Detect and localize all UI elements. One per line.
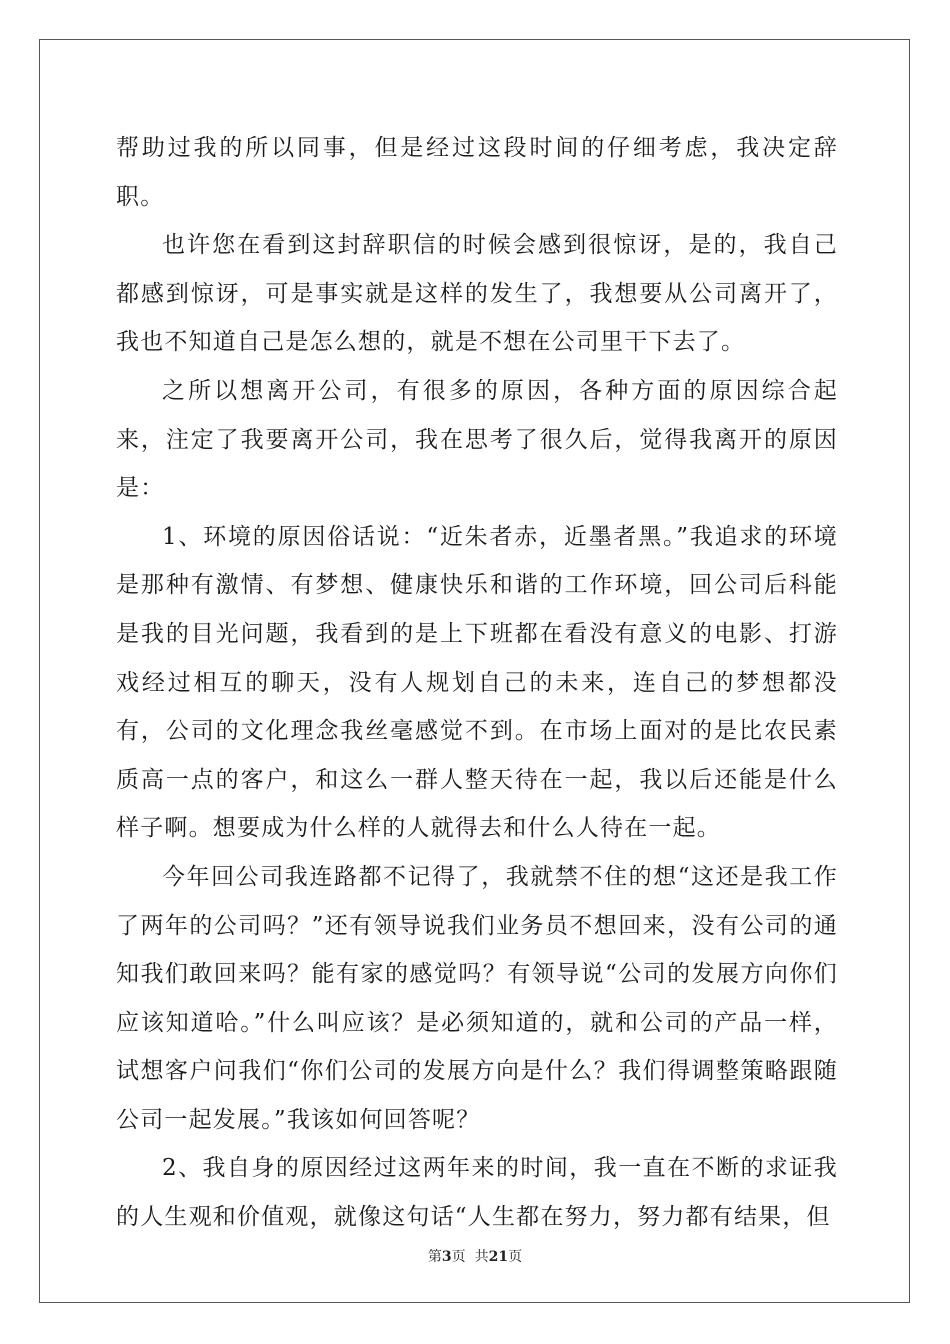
paragraph-1: 帮助过我的所以同事，但是经过这段时间的仔细考虑，我决定辞职。 xyxy=(116,135,838,210)
footer-page-suffix: 页 xyxy=(508,1249,523,1265)
paragraph-3: 之所以想离开公司，有很多的原因，各种方面的原因综合起来，注定了我要离开公司，我在思考了很久后，觉得我离开的原因是： xyxy=(116,377,838,502)
paragraph-6: 2、我自身的原因经过这两年来的时间，我一直在不断的求证我的人生观和价值观，就像这句话“人生都在努力，努力都有结果，但 xyxy=(116,1155,838,1231)
document-body xyxy=(116,124,838,1242)
paragraph-2: 也许您在看到这封辞职信的时候会感到很惊讶，是的，我自己都感到惊讶，可是事实就是这样的发生了，我想要从公司离开了，我也不知道自己是怎么想的，就是不想在公司里干下去了。 xyxy=(116,232,838,356)
footer-total-pages: 21 xyxy=(488,1249,509,1265)
page-footer xyxy=(0,1246,950,1266)
footer-current-page: 3 xyxy=(441,1249,452,1265)
footer-page-prefix: 第 xyxy=(427,1249,442,1265)
paragraph-4: 1、环境的原因俗话说：“近朱者赤，近墨者黑。”我追求的环境是那种有激情、有梦想、健康快乐和谐的工作环境，回公司后科能是我的目光问题，我看到的是上下班都在看没有意义的电影、打游戏经过相互的聊天，没有人规划自己的未来，连自己的梦想都没有，公司的文化理念我丝毫感觉不到。在市场上面对的是比农民素质高一点的客户，和这么一群人整天待在一起，我以后还能是什么样子啊。想要成为什么样的人就得去和什么人待在一起。 xyxy=(116,523,838,842)
footer-page-mid: 页 共 xyxy=(451,1249,489,1265)
paragraph-5: 今年回公司我连路都不记得了，我就禁不住的想“这还是我工作了两年的公司吗？”还有领导说我们业务员不想回来，没有公司的通知我们敢回来吗？能有家的感觉吗？有领导说“公司的发展方向你们应该知道哈。”什么叫应该？是必须知道的，就和公司的产品一样，试想客户问我们“你们公司的发展方向是什么？我们得调整策略跟随公司一起发展。”我该如何回答呢？ xyxy=(116,863,838,1133)
